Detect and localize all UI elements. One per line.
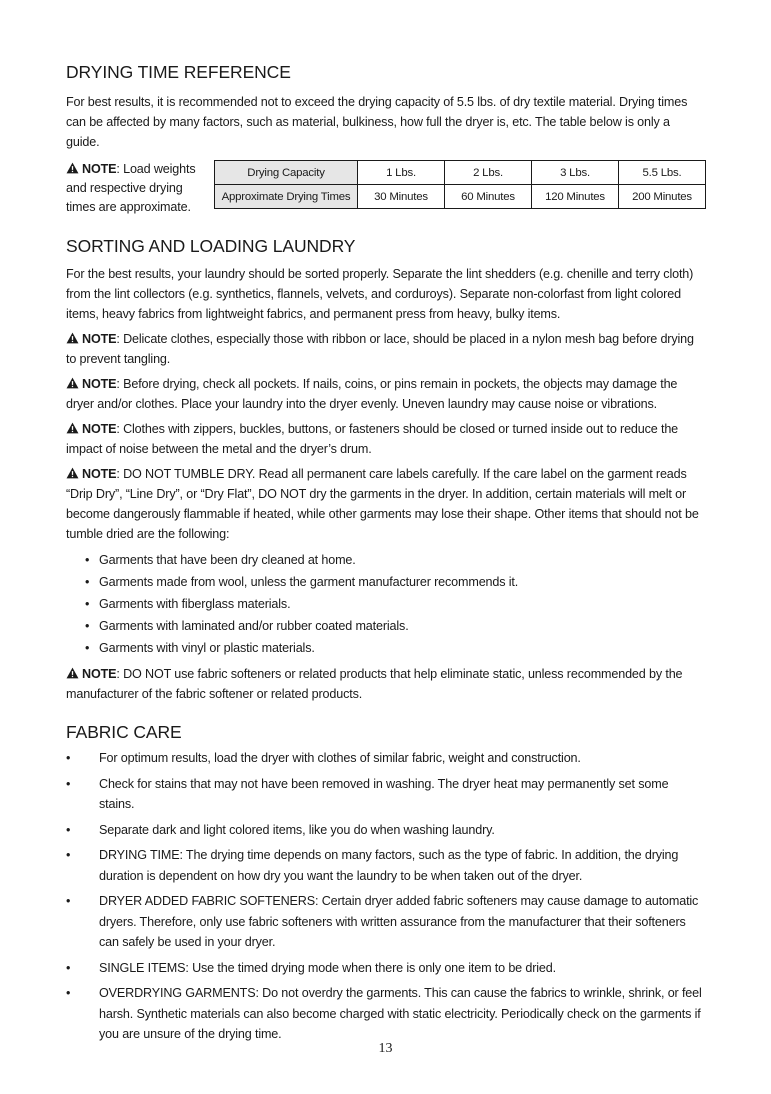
capacity-header-cell: Drying Capacity	[215, 161, 358, 185]
note-paragraph	[66, 464, 706, 544]
sorting-intro-paragraph: For the best results, your laundry should be sorted properly. Separate the lint shedders (e.g. chenille and terry cloth) from the lint collectors (e.g. synthetics, flannels, velvets, and corduroys). Separate non-colorfast from light colored items, heavy fabrics from lightweight fabrics, and permanent press from heavy, bulky items.	[66, 267, 694, 321]
list-item: • Garments with laminated and/or rubber coated materials.	[85, 615, 706, 637]
manual-page	[66, 62, 706, 1050]
load-weight-note	[66, 160, 208, 217]
capacity-cell: 3 Lbs.	[532, 161, 619, 185]
warning-triangle-icon	[66, 467, 79, 479]
fabric-care-list	[66, 748, 706, 1045]
list-item: • Garments made from wool, unless the garment manufacturer recommends it.	[85, 571, 706, 593]
section-title-fabric-care: FABRIC CARE	[66, 722, 182, 742]
capacity-cell: 5.5 Lbs.	[619, 161, 706, 185]
list-item: • OVERDRYING GARMENTS: Do not overdry the garments. This can cause the fabrics to wrinkle, shrink, or feel harsh. Synthetic materials can also become charged with static electricity. Periodically check on the garments if you are unsure of the drying time.	[66, 983, 706, 1045]
drying-time-cell: 120 Minutes	[532, 185, 619, 209]
note-text: : DO NOT use fabric softeners or related products that help eliminate static, unless recommended by the manufacturer of the fabric softener or related products.	[66, 667, 683, 701]
drying-reference-row	[66, 160, 706, 217]
note-text: : Before drying, check all pockets. If nails, coins, or pins remain in pockets, the objects may damage the dryer and/or clothes. Place your laundry into the dryer evenly. Uneven laundry may cause noise or vibrations.	[66, 377, 678, 411]
note-text: : DO NOT TUMBLE DRY. Read all permanent care labels carefully. If the care label on the garment reads “Drip Dry”, “Line Dry”, or “Dry Flat”, DO NOT dry the garments in the dryer. In addition, certain materials will melt or become dangerously flammable if heated, while other garments may lose their shape. Other items that should not be tumble dried are the following:	[66, 467, 699, 541]
warning-triangle-icon	[66, 667, 79, 679]
note-paragraph	[66, 419, 706, 459]
warning-triangle-icon	[66, 422, 79, 434]
note-paragraph	[66, 664, 706, 704]
list-item: • Garments that have been dry cleaned at home.	[85, 549, 706, 571]
no-tumble-dry-list	[66, 549, 706, 659]
capacity-cell: 2 Lbs.	[445, 161, 532, 185]
drying-time-cell: 30 Minutes	[358, 185, 445, 209]
drying-time-reference-section	[66, 62, 706, 217]
warning-triangle-icon	[66, 377, 79, 389]
section-title-drying-time: DRYING TIME REFERENCE	[66, 62, 291, 82]
drying-time-cell: 200 Minutes	[619, 185, 706, 209]
capacity-cell: 1 Lbs.	[358, 161, 445, 185]
list-item: • Garments with vinyl or plastic materials.	[85, 637, 706, 659]
drying-time-header-cell: Approximate Drying Times	[215, 185, 358, 209]
list-item: • Check for stains that may not have been removed in washing. The dryer heat may permanently set some stains.	[66, 774, 706, 815]
drying-times-table	[214, 160, 706, 209]
page-number: 13	[378, 1041, 393, 1056]
note-label: NOTE	[82, 332, 117, 346]
note-text: : Load weights and respective drying times are approximate.	[66, 162, 196, 214]
drying-time-cell: 60 Minutes	[445, 185, 532, 209]
note-paragraph	[66, 329, 706, 369]
note-paragraph	[66, 374, 706, 414]
capacity-row	[215, 161, 706, 185]
note-label: NOTE	[82, 667, 117, 681]
list-item: • SINGLE ITEMS: Use the timed drying mode when there is only one item to be dried.	[66, 958, 706, 979]
list-item: • Garments with fiberglass materials.	[85, 593, 706, 615]
fabric-care-section	[66, 722, 706, 1045]
section-title-sorting: SORTING AND LOADING LAUNDRY	[66, 236, 356, 256]
drying-intro-paragraph: For best results, it is recommended not to exceed the drying capacity of 5.5 lbs. of dry textile material. Drying times can be affected by many factors, such as material, bulkiness, how full the dryer is, etc. The table below is only a guide.	[66, 95, 688, 149]
note-label: NOTE	[82, 377, 117, 391]
drying-time-row	[215, 185, 706, 209]
note-label: NOTE	[82, 467, 117, 481]
note-label: NOTE	[82, 422, 117, 436]
list-item: • Separate dark and light colored items, like you do when washing laundry.	[66, 820, 706, 841]
note-text: : Clothes with zippers, buckles, buttons, or fasteners should be closed or turned inside out to reduce the impact of noise between the metal and the dryer’s drum.	[66, 422, 679, 456]
list-item: • DRYING TIME: The drying time depends on many factors, such as the type of fabric. In addition, the drying duration is dependent on how dry you want the laundry to be when taken out of the dryer.	[66, 845, 706, 886]
note-label: NOTE	[82, 162, 117, 176]
sorting-loading-section	[66, 236, 706, 704]
warning-triangle-icon	[66, 332, 79, 344]
list-item: • DRYER ADDED FABRIC SOFTENERS: Certain dryer added fabric softeners may cause damage to automatic dryers. Therefore, only use fabric softeners with written assurance from the manufacturer that their softeners can safely be used in your dryer.	[66, 891, 706, 953]
warning-triangle-icon	[66, 162, 79, 174]
list-item: • For optimum results, load the dryer with clothes of similar fabric, weight and construction.	[66, 748, 706, 769]
note-text: : Delicate clothes, especially those with ribbon or lace, should be placed in a nylon mesh bag before drying to prevent tangling.	[66, 332, 694, 366]
